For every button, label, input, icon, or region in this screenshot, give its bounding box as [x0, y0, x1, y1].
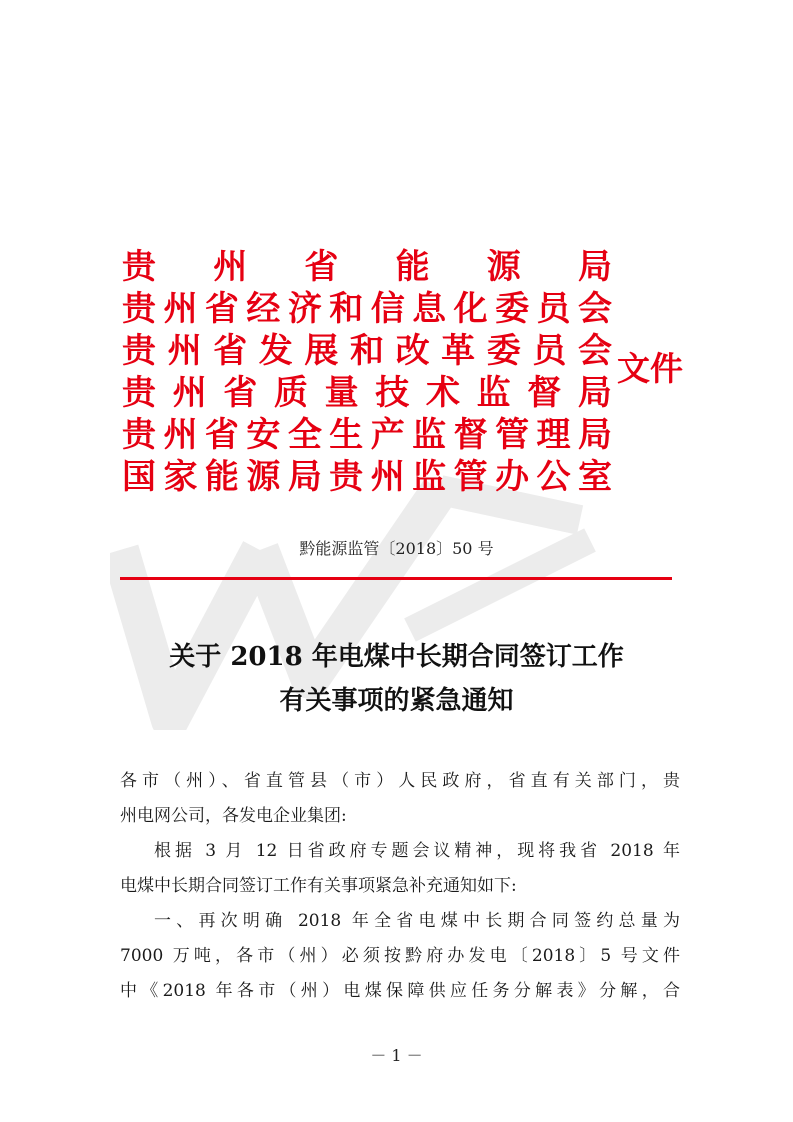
body-text	[120, 764, 680, 1009]
issuer-char: 源	[246, 457, 281, 497]
page-number: － 1 －	[370, 1046, 423, 1065]
issuer-char: 化	[453, 289, 488, 329]
title-line-1: 关于 2018 年电煤中长期合同签订工作	[169, 642, 624, 672]
issuer-char: 州	[167, 331, 202, 371]
issuer-char: 监	[476, 373, 511, 413]
issuer-char: 生	[329, 415, 364, 455]
issuer-char: 督	[527, 373, 562, 413]
issuer-char: 济	[287, 289, 322, 329]
issuer-char: 州	[213, 247, 248, 287]
issuer-char: 贵	[122, 373, 156, 413]
issuer-char: 会	[577, 289, 612, 329]
issuer-char: 经	[246, 289, 281, 329]
issuer-row-4	[122, 372, 612, 414]
issuer-char: 省	[213, 331, 248, 371]
issuer-char: 管	[453, 457, 488, 497]
issuer-char: 州	[370, 457, 405, 497]
issuer-char: 息	[412, 289, 447, 329]
issuer-char: 家	[163, 457, 198, 497]
issuer-char: 源	[486, 247, 521, 287]
issuer-char: 公	[536, 457, 571, 497]
issuer-char: 能	[204, 457, 239, 497]
issuer-char: 产	[370, 415, 405, 455]
issuer-char: 贵	[329, 457, 364, 497]
issuer-row-1	[122, 246, 612, 288]
red-divider	[120, 577, 672, 580]
issuer-char: 州	[163, 289, 198, 329]
issuer-row-5	[122, 414, 612, 456]
issuer-char: 安	[246, 415, 281, 455]
paragraph-2-line-1: 一、再次明确 2018 年全省电煤中长期合同签约总量为	[154, 911, 680, 931]
issuer-char: 室	[577, 457, 612, 497]
issuer-char: 贵	[122, 289, 156, 329]
issuer-char: 局	[287, 457, 322, 497]
issuer-char: 信	[370, 289, 405, 329]
issuer-char: 州	[172, 373, 207, 413]
issuer-char: 会	[577, 331, 612, 371]
issuer-char: 能	[395, 247, 430, 287]
issuer-char: 员	[532, 331, 567, 371]
issuer-char: 省	[304, 247, 339, 287]
issuer-char: 术	[425, 373, 460, 413]
issuer-char: 州	[163, 415, 198, 455]
issuer-char: 局	[577, 373, 612, 413]
issuer-char: 局	[577, 415, 612, 455]
issuer-char: 全	[287, 415, 322, 455]
issuer-char: 局	[577, 247, 612, 287]
issuer-row-3	[122, 330, 612, 372]
document-number: 黔能源监管〔2018〕50 号	[299, 539, 494, 558]
issuer-char: 国	[122, 457, 156, 497]
issuer-char: 技	[375, 373, 410, 413]
issuer-char: 监	[412, 415, 447, 455]
paragraph-2-line-3: 中《2018 年各市（州）电煤保障供应任务分解表》分解，合	[120, 981, 680, 1001]
issuer-char: 革	[441, 331, 476, 371]
issuer-char: 督	[453, 415, 488, 455]
issuer-char: 量	[324, 373, 359, 413]
issuer-char: 改	[395, 331, 430, 371]
addressee-line-2: 州电网公司，各发电企业集团:	[120, 806, 347, 826]
issuer-char: 省	[223, 373, 258, 413]
issuer-char: 发	[258, 331, 293, 371]
issuer-char: 贵	[122, 331, 156, 371]
issuer-row-2	[122, 288, 612, 330]
issuer-char: 质	[273, 373, 308, 413]
issuer-char: 员	[536, 289, 571, 329]
paragraph-1-line-1: 根据 3 月 12 日省政府专题会议精神，现将我省 2018 年	[154, 841, 680, 861]
issuer-char: 理	[536, 415, 571, 455]
issuer-char: 省	[204, 415, 239, 455]
issuer-char: 和	[329, 289, 364, 329]
paragraph-1-line-2: 电煤中长期合同签订工作有关事项紧急补充通知如下:	[120, 876, 517, 896]
issuer-char: 管	[495, 415, 530, 455]
issuer-char: 委	[495, 289, 530, 329]
addressee-line-1: 各市（州）、省直管县（市）人民政府，省直有关部门，贵	[120, 771, 680, 791]
issuer-char: 办	[495, 457, 530, 497]
issuer-row-6	[122, 456, 612, 498]
issuer-char: 展	[304, 331, 339, 371]
issuer-char: 委	[486, 331, 521, 371]
issuer-char: 省	[204, 289, 239, 329]
paragraph-2-line-2: 7000 万吨，各市（州）必须按黔府办发电〔2018〕5 号文件	[120, 946, 680, 966]
title-line-2: 有关事项的紧急通知	[279, 686, 514, 716]
issuer-char: 贵	[122, 247, 156, 287]
issuer-char: 贵	[122, 415, 156, 455]
issuer-block	[122, 246, 612, 498]
issuer-char: 监	[412, 457, 447, 497]
issuer-char: 和	[349, 331, 384, 371]
document-label: 文件	[617, 349, 683, 388]
